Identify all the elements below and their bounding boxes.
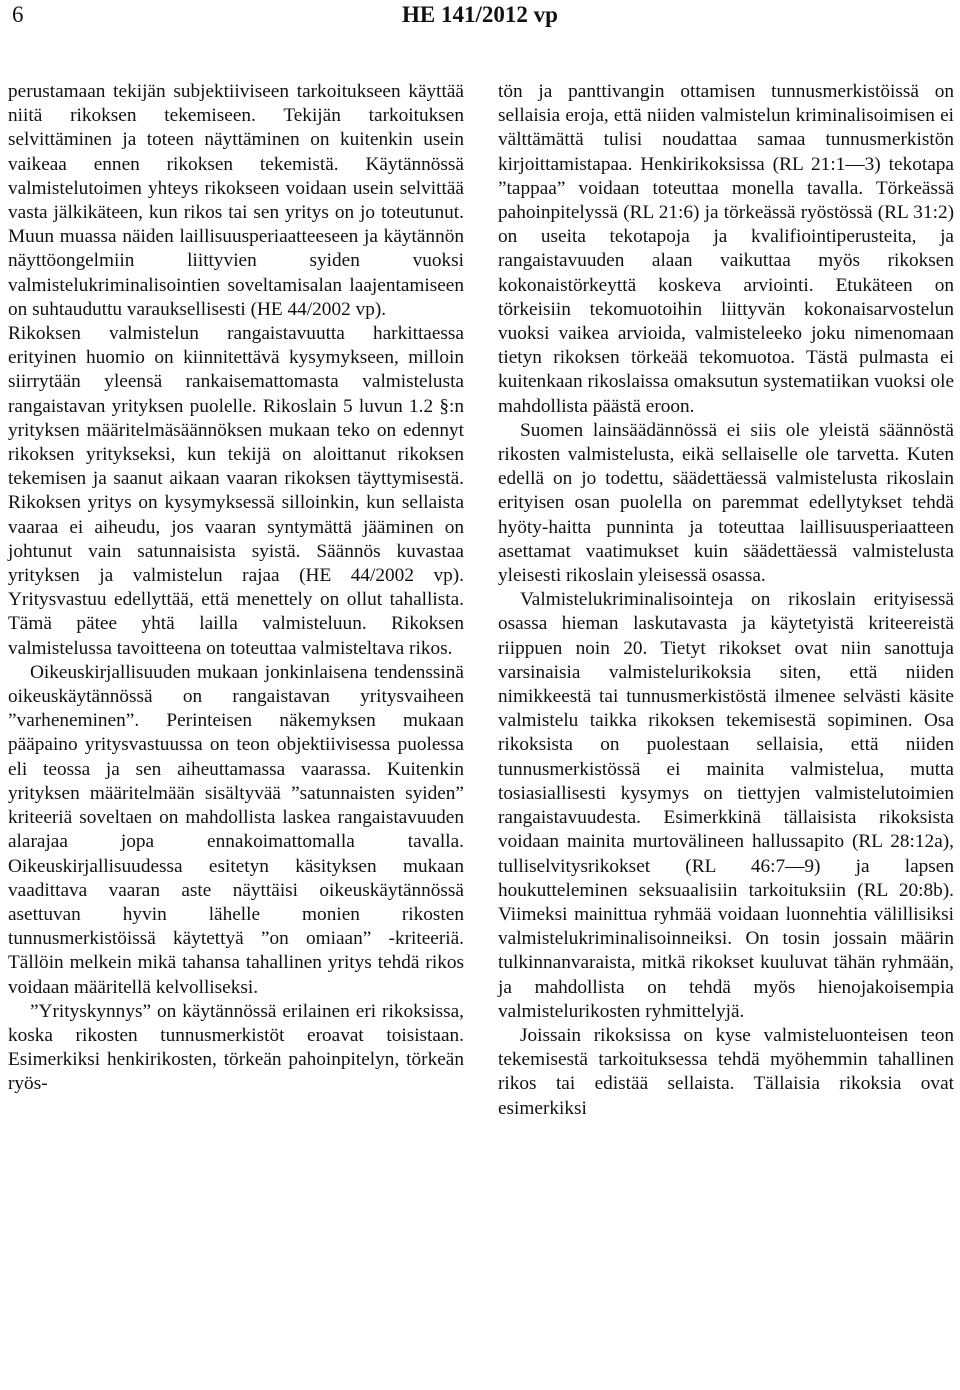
left-column: [8, 80, 464, 1097]
paragraph: Valmistelukriminalisointeja on rikoslain erityisessä osassa hieman laskutavasta ja käytetyistä kriteereistä riippuen noin 20. Tietyt rikokset ovat niin sanottuja varsinaisia valmistelurikoksia siten, että niiden nimikkeestä tai tunnusmerkistöstä ilmenee selvästi käsite valmistelu taikka rikoksen tekemisestä sopiminen. Osa rikoksista on puolestaan sellaisia, että niiden tunnusmerkistössä ei mainita valmistelua, mutta tosiasiallisesti kysymys on tiettyjen valmistelutoimien rangaistavuudesta. Esimerkkinä tällaisista rikoksista voidaan mainita murtovälineen hallussapito (RL 28:12a), tulliselvitysrikokset (RL 46:7—9) ja lapsen houkutteleminen seksuaalisiin tarkoituksiin (RL 20:8b). Viimeksi mainittua ryhmää voidaan luonnehtia välillisiksi valmistelukriminalisoinneiksi. On tosin jossain määrin tulkinnanvaraista, mitkä rikokset kuuluvat tähän ryhmään, ja mahdollista on tehdä myös hienojakoisempia valmistelurikosten ryhmittelyjä.: [498, 589, 954, 1022]
text-columns: [8, 80, 952, 1388]
paragraph: Rikoksen valmistelun rangaistavuutta harkittaessa erityinen huomio on kiinnitettävä kysymykseen, milloin siirrytään yleensä rankaisemattomasta valmistelusta rangaistavan yrityksen puolelle. Rikoslain 5 luvun 1.2 §:n yrityksen määritelmäsäännöksen mukaan teko on edennyt rikoksen yritykseksi, kun tekijä on aloittanut rikoksen tekemisen ja saanut aikaan vaaran rikoksen täyttymisestä. Rikoksen yritys on kysymyksessä silloinkin, kun sellaista vaaraa ei aiheudu, jos vaaran syntymättä jääminen on johtunut vain satunnaisista syistä. Säännös kuvastaa yrityksen ja valmistelun rajaa (HE 44/2002 vp). Yritysvastuu edellyttää, että menettely on ollut tahallista. Tämä pätee yhtä lailla valmisteluun. Rikoksen valmistelussa tavoitteena on toteuttaa valmisteltava rikos.: [8, 323, 464, 659]
paragraph: ”Yrityskynnys” on käytännössä erilainen eri rikoksissa, koska rikosten tunnusmerkistöt eroavat toisistaan. Esimerkiksi henkirikosten, törkeän pahoinpitelyn, törkeän ryös-: [8, 1000, 464, 1095]
paragraph: perustamaan tekijän subjektiiviseen tarkoitukseen käyttää niitä rikoksen tekemiseen. Tekijän tarkoituksen selvittäminen ja toteen näyttäminen on kuitenkin usein vaikeaa ennen rikoksen tekemistä. Käytännössä valmistelutoimen yhteys rikokseen voidaan usein selvittää vasta jälkikäteen, kun rikos tai sen yritys on jo toteutunut. Muun muassa näiden laillisuusperiaatteeseen ja käytännön näyttöongelmiin liittyvien syiden vuoksi valmistelukriminalisointien soveltamisalan laajentamiseen on suhtauduttu varauksellisesti (HE 44/2002 vp).: [8, 81, 464, 320]
right-column: [498, 80, 954, 1121]
paragraph: Joissain rikoksissa on kyse valmisteluonteisen teon tekemisestä tarkoituksessa tehdä myöhemmin tahallinen rikos tai edistää sellaista. Tällaisia rikoksia ovat esimerkiksi: [498, 1024, 954, 1119]
paragraph: tön ja panttivangin ottamisen tunnusmerkistöissä on sellaisia eroja, että niiden valmistelun kriminalisoimisen ei välttämättä tulisi noudattaa samaa tunnusmerkistön kirjoittamistapaa. Henkirikoksissa (RL 21:1—3) tekotapa ”tappaa” voidaan toteuttaa monella tavalla. Törkeässä pahoinpitelyssä (RL 21:6) ja törkeässä ryöstössä (RL 31:2) on useita tekotapoja ja kvalifiointiperusteita, ja rangaistavuuden alaan vaikuttaa myös rikoksen kokonaistörkeyttä koskeva arviointi. Etukäteen on törkeisiin tekomuotoihin liittyvän kokonaisarvostelun vuoksi vaikea arvioida, valmisteleeko joku nimenomaan tietyn rikoksen törkeää tekomuotoa. Tästä pulmasta ei kuitenkaan rikoslaissa omaksutun systematiikan vuoksi ole mahdollista päästä eroon.: [498, 81, 954, 417]
paragraph: Oikeuskirjallisuuden mukaan jonkinlaisena tendenssinä oikeuskäytännössä on rangaistavan yritysvaiheen ”varheneminen”. Perinteisen näkemyksen mukaan pääpaino yritysvastuussa on teon objektiivisessa puolessa eli teossa ja sen aiheuttamassa vaarassa. Kuitenkin yrityksen määritelmään sisältyvää ”satunnaisten syiden” kriteeriä soveltaen on mahdollista laskea rangaistavuuden alarajaa jopa ennakoimattomalla tavalla. Oikeuskirjallisuudessa esitetyn käsityksen mukaan vaadittava vaaran aste näyttäisi oikeuskäytännössä asettuvan hyvin lähelle monien rikosten tunnusmerkistöissä käytettyä ”on omiaan” -kriteeriä. Tällöin melkein mikä tahansa tahallinen yritys tehdä rikos voidaan määritellä kelvolliseksi.: [8, 661, 464, 998]
paragraph: Suomen lainsäädännössä ei siis ole yleistä säännöstä rikosten valmistelusta, eikä sellaiselle ole tarvetta. Kuten edellä on jo todettu, säädettäessä valmistelusta rikoslain erityisen osan puolella on paremmat edellytykset tehdä hyöty-haitta punninta ja toteuttaa laillisuusperiaatteen asettamat vaatimukset kuin säädettäessä valmistelusta yleisesti rikoslain yleisessä osassa.: [498, 419, 954, 587]
document-identifier: HE 141/2012 vp: [402, 2, 558, 27]
page-number: 6: [12, 2, 24, 27]
page-header: [0, 0, 960, 40]
